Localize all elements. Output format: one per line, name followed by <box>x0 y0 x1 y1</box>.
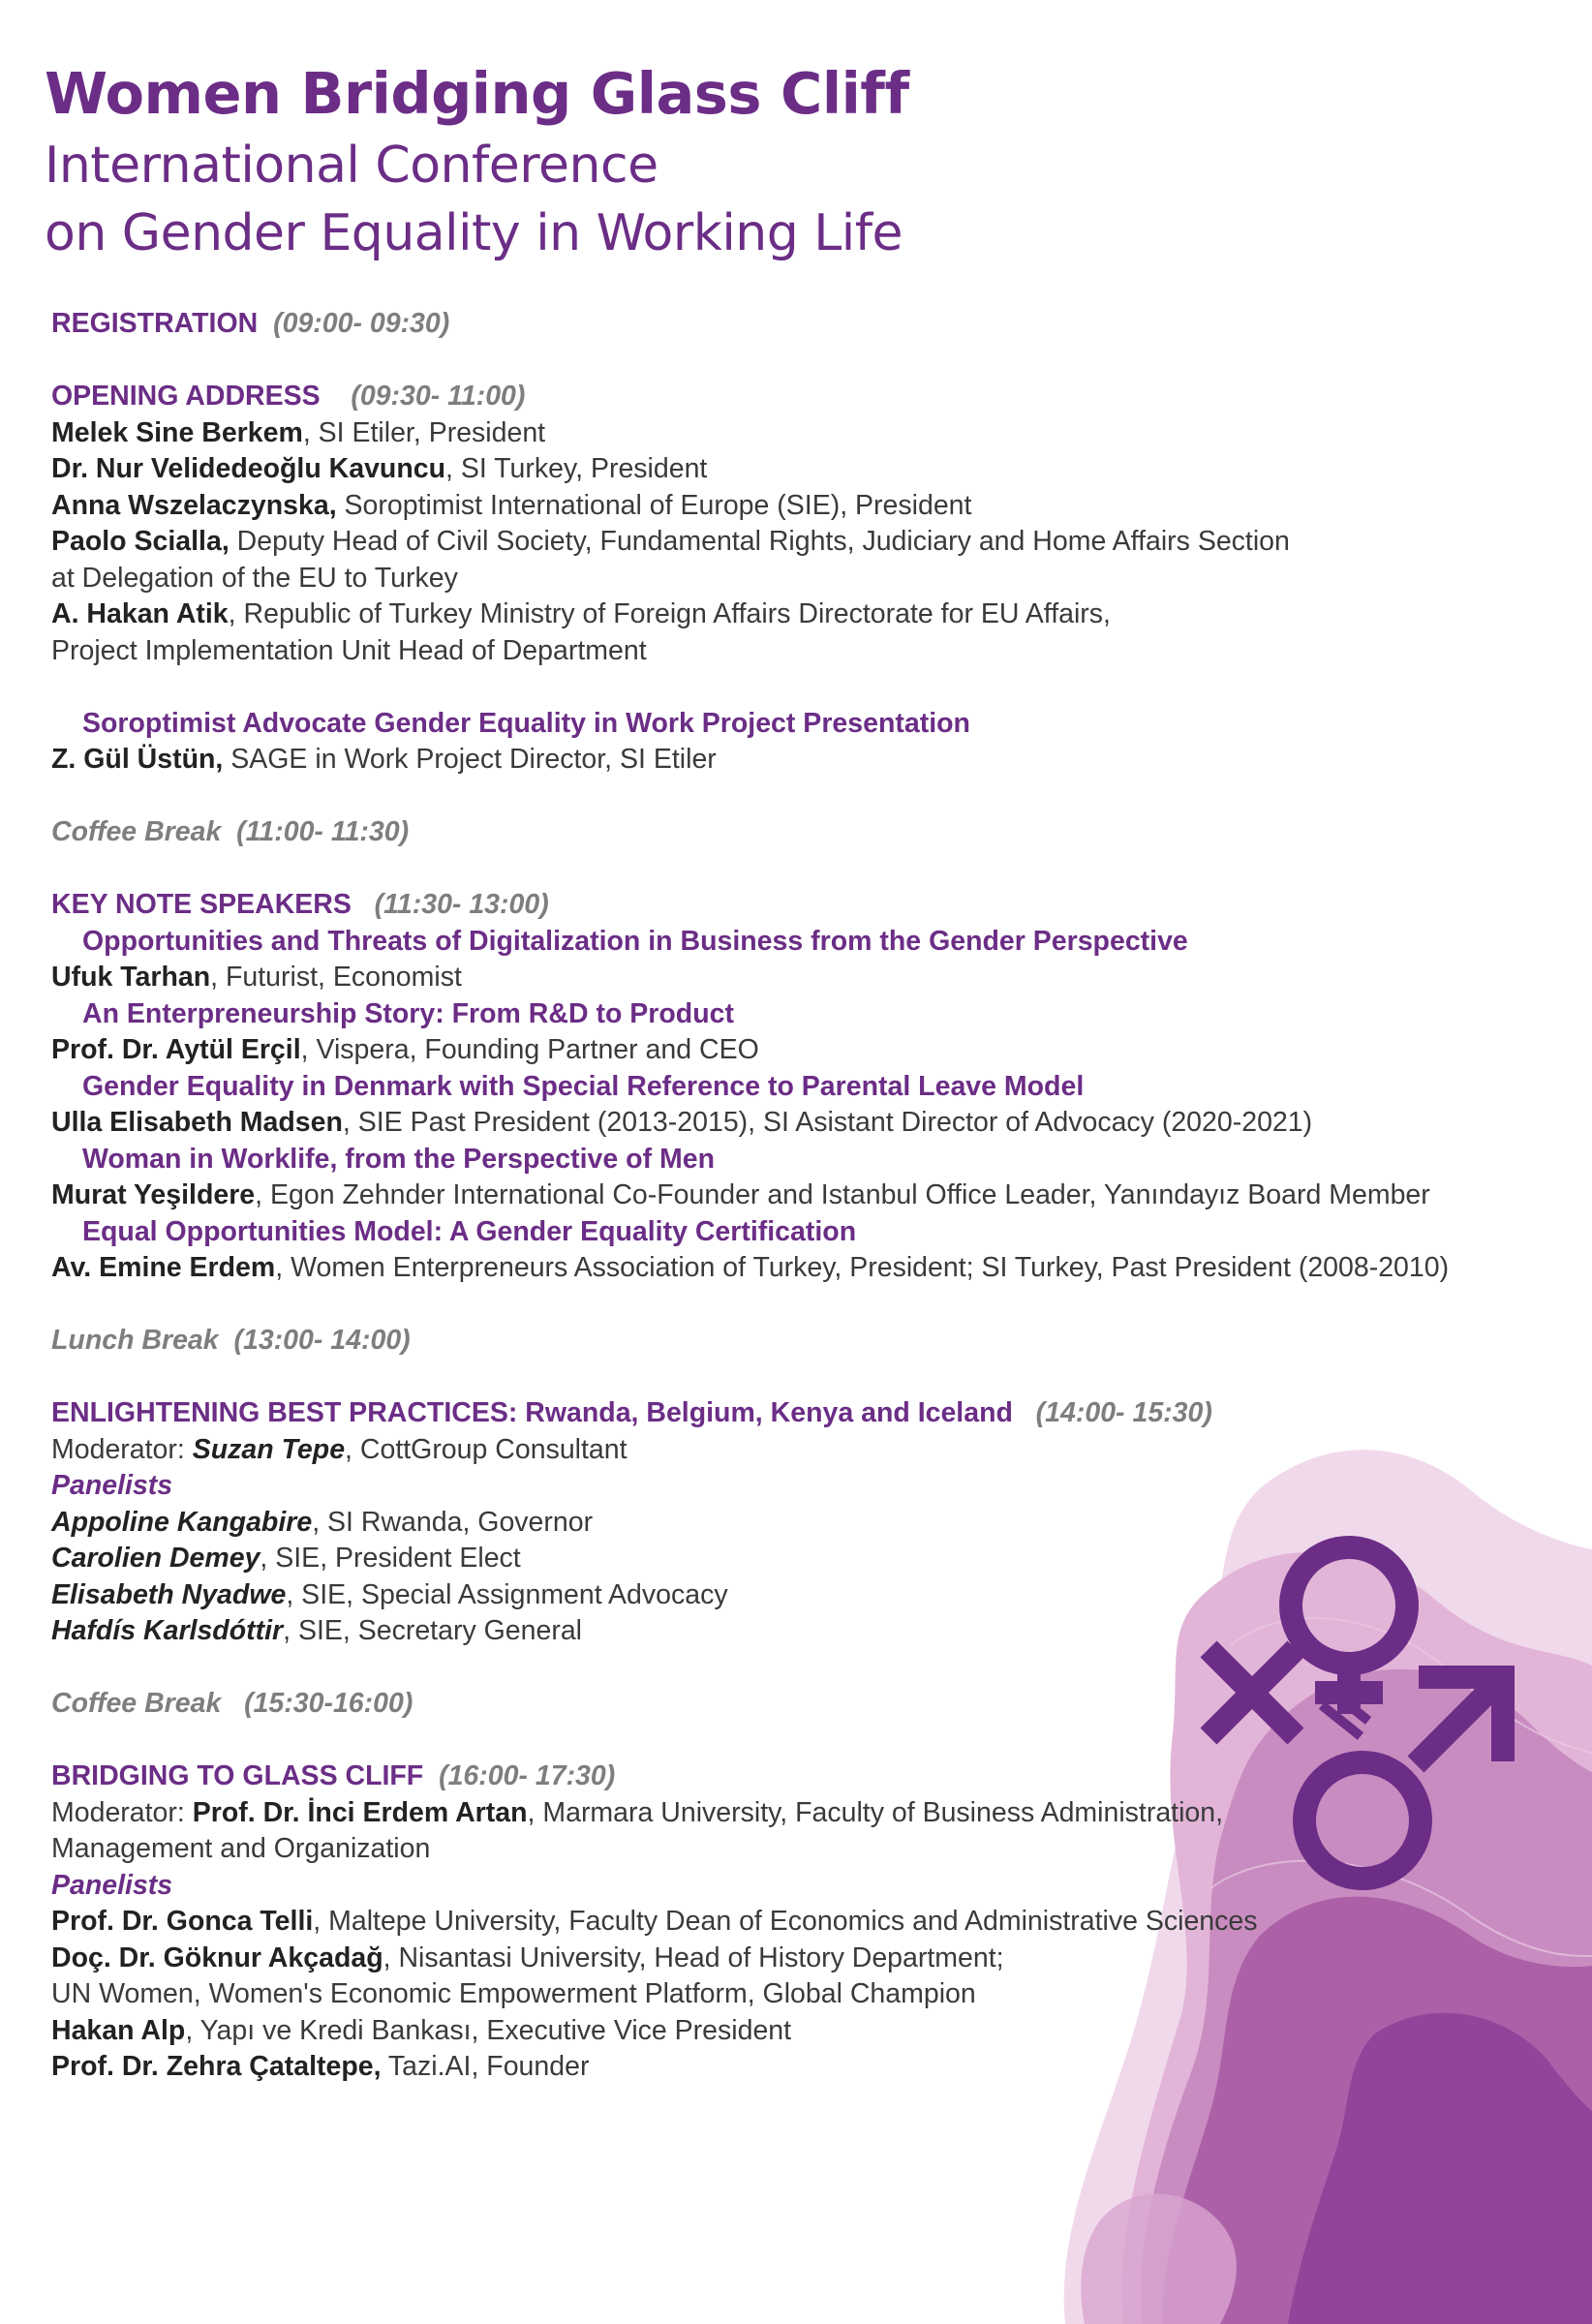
panelist-line <box>51 1505 1543 1542</box>
speaker-line <box>51 488 1543 525</box>
speaker-role: Deputy Head of Civil Society, Fundamental Rights, Judiciary and Home Affairs Section <box>229 526 1290 557</box>
panelist-name: Appoline Kangabire <box>51 1506 313 1538</box>
speaker-line <box>51 415 1543 452</box>
bridging-heading <box>51 1758 1543 1795</box>
moderator-name: Prof. Dr. İnci Erdem Artan <box>192 1796 528 1828</box>
speaker-role: , SI Etiler, President <box>302 416 546 448</box>
moderator-prefix: Moderator: <box>51 1433 193 1465</box>
panelist-role: , SIE, Secretary General <box>283 1615 583 1646</box>
panelist-role: , Nisantasi University, Head of History Department; <box>383 1942 1004 1973</box>
panelist-role: , SI Rwanda, Governor <box>312 1506 594 1538</box>
break-label: Lunch Break <box>51 1325 219 1356</box>
section-time: (09:30- 11:00) <box>351 381 526 412</box>
section-label: BRIDGING TO GLASS CLIFF <box>51 1760 424 1791</box>
moderator-role-continued: Management and Organization <box>51 1833 431 1864</box>
panelist-name: Carolien Demey <box>51 1543 260 1574</box>
registration-heading <box>51 306 1543 343</box>
speaker-line <box>51 742 1543 779</box>
speaker-role: , Republic of Turkey Ministry of Foreign Affairs Directorate for EU Affairs, <box>228 598 1111 629</box>
program-schedule <box>51 306 1543 2086</box>
speaker-role: , Egon Zehnder International Co-Founder and Istanbul Office Leader, Yanındayız Board Member <box>255 1179 1430 1210</box>
panelists-label: Panelists <box>51 1470 173 1501</box>
panelist-name: Hakan Alp <box>51 2014 186 2046</box>
conference-title: Women Bridging Glass Cliff <box>45 60 909 127</box>
panelist-role: , SIE, Special Assignment Advocacy <box>286 1578 728 1610</box>
speaker-name: Melek Sine Berkem <box>51 416 303 448</box>
speaker-line <box>51 1250 1543 1287</box>
moderator-line <box>51 1795 1543 1832</box>
speaker-line <box>51 1032 1543 1069</box>
speaker-role: , SIE Past President (2013-2015), SI Asistant Director of Advocacy (2020-2021) <box>342 1107 1313 1138</box>
speaker-role: , Women Enterpreneurs Association of Turkey, President; SI Turkey, Past President (2008-2010) <box>275 1252 1450 1283</box>
panelist-role: , Yapı ve Kredi Bankası, Executive Vice President <box>185 2014 792 2046</box>
moderator-prefix: Moderator: <box>51 1796 193 1828</box>
panelist-name: Elisabeth Nyadwe <box>51 1578 287 1610</box>
section-label: KEY NOTE SPEAKERS <box>51 889 352 920</box>
panelist-name: Doç. Dr. Göknur Akçadağ <box>51 1942 383 1973</box>
moderator-role: , Marmara University, Faculty of Business Administration, <box>527 1796 1224 1828</box>
speaker-line <box>51 451 1543 488</box>
panelist-name: Prof. Dr. Gonca Telli <box>51 1906 314 1937</box>
talk-title: Gender Equality in Denmark with Special Reference to Parental Leave Model <box>82 1070 1085 1102</box>
opening-heading <box>51 379 1543 415</box>
panelist-role: , SIE, President Elect <box>260 1543 521 1574</box>
best-practices-heading <box>51 1395 1543 1432</box>
speaker-role-continued: Project Implementation Unit Head of Department <box>51 634 647 666</box>
speaker-role: Soroptimist International of Europe (SIE), President <box>336 489 972 521</box>
section-time: (16:00- 17:30) <box>439 1760 616 1791</box>
section-label: ENLIGHTENING BEST PRACTICES: Rwanda, Belgium, Kenya and Iceland <box>51 1397 1013 1428</box>
moderator-name: Suzan Tepe <box>192 1433 346 1465</box>
panelist-line <box>51 2049 1543 2086</box>
section-time: (09:00- 09:30) <box>273 308 450 339</box>
talk-title: An Enterpreneurship Story: From R&D to Product <box>82 997 734 1029</box>
speaker-name: Z. Gül Üstün, <box>51 744 224 775</box>
speaker-name: Ufuk Tarhan <box>51 962 211 993</box>
break-label: Coffee Break <box>51 1688 222 1719</box>
moderator-line <box>51 1432 1543 1469</box>
panelist-name: Prof. Dr. Zehra Çataltepe, <box>51 2051 382 2082</box>
section-label: OPENING ADDRESS <box>51 381 321 412</box>
speaker-line <box>51 524 1543 561</box>
break-time: (13:00- 14:00) <box>233 1325 411 1356</box>
coffee-break-1 <box>51 814 1543 851</box>
speaker-name: Dr. Nur Velidedeoğlu Kavuncu <box>51 453 446 484</box>
section-label: REGISTRATION <box>51 308 259 339</box>
break-time: (11:00- 11:30) <box>236 816 410 847</box>
panelist-role-continued: UN Women, Women's Economic Empowerment Platform, Global Champion <box>51 1978 976 2009</box>
speaker-name: Paolo Scialla, <box>51 526 230 557</box>
section-time: (14:00- 15:30) <box>1035 1397 1212 1428</box>
panelist-line <box>51 1613 1543 1650</box>
speaker-name: A. Hakan Atik <box>51 598 229 629</box>
keynote-heading <box>51 887 1543 924</box>
speaker-name: Prof. Dr. Aytül Erçil <box>51 1034 301 1065</box>
speaker-role: , Vispera, Founding Partner and CEO <box>300 1034 759 1065</box>
panelists-label: Panelists <box>51 1869 173 1901</box>
speaker-role: , Futurist, Economist <box>210 962 462 993</box>
panelist-line <box>51 1577 1543 1614</box>
talk-title: Equal Opportunities Model: A Gender Equality Certification <box>82 1215 857 1247</box>
panelist-role: , Maltepe University, Faculty Dean of Economics and Administrative Sciences <box>313 1906 1258 1937</box>
presentation-title: Soroptimist Advocate Gender Equality in Work Project Presentation <box>82 707 970 739</box>
conference-subtitle-line2: on Gender Equality in Working Life <box>45 204 903 262</box>
panelist-line <box>51 1941 1543 1977</box>
speaker-name: Anna Wszelaczynska, <box>51 489 337 521</box>
speaker-line <box>51 1177 1543 1214</box>
talk-title: Opportunities and Threats of Digitalization in Business from the Gender Perspective <box>82 925 1188 957</box>
conference-header <box>45 56 909 267</box>
speaker-role: SAGE in Work Project Director, SI Etiler <box>223 744 717 775</box>
speaker-name: Ulla Elisabeth Madsen <box>51 1107 343 1138</box>
speaker-name: Murat Yeşildere <box>51 1179 256 1210</box>
panelist-role: Tazi.AI, Founder <box>381 2051 590 2082</box>
speaker-line <box>51 960 1543 996</box>
speaker-line <box>51 596 1543 633</box>
speaker-role: , SI Turkey, President <box>445 453 708 484</box>
moderator-role: , CottGroup Consultant <box>345 1433 628 1465</box>
speaker-role-continued: at Delegation of the EU to Turkey <box>51 562 458 594</box>
panelist-line <box>51 1904 1543 1941</box>
speaker-line <box>51 1105 1543 1142</box>
break-label: Coffee Break <box>51 816 222 847</box>
section-time: (11:30- 13:00) <box>374 889 549 920</box>
lunch-break <box>51 1323 1543 1360</box>
talk-title: Woman in Worklife, from the Perspective of Men <box>82 1143 715 1175</box>
panelist-line <box>51 2013 1543 2050</box>
conference-subtitle-line1: International Conference <box>45 137 658 195</box>
break-time: (15:30-16:00) <box>244 1688 413 1719</box>
panelist-name: Hafdís Karlsdóttir <box>51 1615 284 1646</box>
coffee-break-2 <box>51 1686 1543 1723</box>
panelist-line <box>51 1541 1543 1577</box>
speaker-name: Av. Emine Erdem <box>51 1252 276 1283</box>
